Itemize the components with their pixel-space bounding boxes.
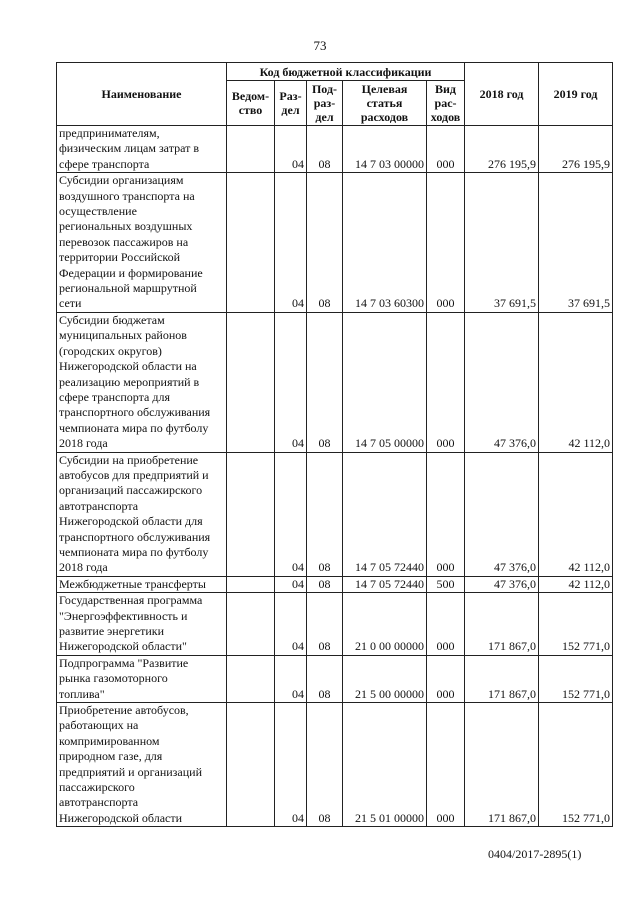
cell-podrazdel: 08 [307, 576, 343, 592]
header-name: Наименование [57, 63, 227, 126]
cell-razdel: 04 [275, 593, 307, 656]
cell-tselevaya: 14 7 05 72440 [343, 452, 427, 576]
table-row [57, 126, 613, 173]
cell-vid: 000 [427, 452, 465, 576]
cell-razdel: 04 [275, 576, 307, 592]
cell-2019: 37 691,5 [539, 173, 613, 313]
cell-2019: 152 771,0 [539, 703, 613, 827]
cell-vedomstvo [227, 173, 275, 313]
cell-podrazdel: 08 [307, 593, 343, 656]
header-2019: 2019 год [539, 63, 613, 126]
cell-vedomstvo [227, 126, 275, 173]
cell-2019: 152 771,0 [539, 593, 613, 656]
cell-name: Межбюджетные трансферты [57, 576, 227, 592]
cell-tselevaya: 14 7 03 00000 [343, 126, 427, 173]
cell-vedomstvo [227, 576, 275, 592]
cell-2018: 171 867,0 [465, 703, 539, 827]
cell-name: Подпрограмма "Развитие рынка газомоторного топлива" [57, 655, 227, 702]
table-row [57, 452, 613, 576]
cell-name: предпринимателям, физическим лицам затрат в сфере транспорта [57, 126, 227, 173]
cell-razdel: 04 [275, 452, 307, 576]
header-2018: 2018 год [465, 63, 539, 126]
document-code: 0404/2017-2895(1) [488, 847, 582, 861]
cell-2019: 42 112,0 [539, 576, 613, 592]
cell-2019: 152 771,0 [539, 655, 613, 702]
cell-2018: 47 376,0 [465, 452, 539, 576]
cell-tselevaya: 21 5 01 00000 [343, 703, 427, 827]
table-body [57, 126, 613, 827]
cell-vid: 000 [427, 655, 465, 702]
cell-tselevaya: 21 5 00 00000 [343, 655, 427, 702]
cell-vedomstvo [227, 452, 275, 576]
cell-vedomstvo [227, 703, 275, 827]
cell-name: Субсидии бюджетам муниципальных районов (городских округов) Нижегородской области на реализацию мероприятий в сфере транспорта для транспортного обслуживания чемпионата мира по футболу 2018 года [57, 312, 227, 452]
table-header [57, 63, 613, 126]
cell-vid: 000 [427, 593, 465, 656]
table-row [57, 576, 613, 592]
cell-razdel: 04 [275, 312, 307, 452]
cell-vid: 000 [427, 126, 465, 173]
cell-podrazdel: 08 [307, 452, 343, 576]
header-razdel: Раз- дел [275, 81, 307, 126]
cell-podrazdel: 08 [307, 703, 343, 827]
cell-vid: 000 [427, 703, 465, 827]
cell-2019: 42 112,0 [539, 452, 613, 576]
cell-tselevaya: 14 7 05 72440 [343, 576, 427, 592]
budget-table [56, 62, 613, 827]
cell-2018: 171 867,0 [465, 655, 539, 702]
cell-vedomstvo [227, 312, 275, 452]
cell-razdel: 04 [275, 703, 307, 827]
header-vedomstvo: Ведом- ство [227, 81, 275, 126]
header-vid: Вид рас- ходов [427, 81, 465, 126]
table-row [57, 593, 613, 656]
cell-name: Государственная программа "Энергоэффективность и развитие энергетики Нижегородской области" [57, 593, 227, 656]
cell-name: Приобретение автобусов, работающих на компримированном природном газе, для предприятий и организаций пассажирского автотранспорта Нижегородской области [57, 703, 227, 827]
cell-tselevaya: 21 0 00 00000 [343, 593, 427, 656]
header-tselevaya: Целевая статья расходов [343, 81, 427, 126]
cell-2019: 276 195,9 [539, 126, 613, 173]
cell-tselevaya: 14 7 05 00000 [343, 312, 427, 452]
cell-podrazdel: 08 [307, 173, 343, 313]
cell-2018: 171 867,0 [465, 593, 539, 656]
cell-2018: 276 195,9 [465, 126, 539, 173]
cell-vid: 000 [427, 173, 465, 313]
table-row [57, 312, 613, 452]
cell-podrazdel: 08 [307, 126, 343, 173]
cell-vedomstvo [227, 593, 275, 656]
cell-vid: 000 [427, 312, 465, 452]
cell-2018: 47 376,0 [465, 576, 539, 592]
cell-2018: 47 376,0 [465, 312, 539, 452]
cell-2019: 42 112,0 [539, 312, 613, 452]
table-row [57, 655, 613, 702]
table-row [57, 173, 613, 313]
table-row [57, 703, 613, 827]
cell-2018: 37 691,5 [465, 173, 539, 313]
cell-vid: 500 [427, 576, 465, 592]
header-podrazdel: Под- раз- дел [307, 81, 343, 126]
cell-vedomstvo [227, 655, 275, 702]
cell-podrazdel: 08 [307, 655, 343, 702]
cell-tselevaya: 14 7 03 60300 [343, 173, 427, 313]
cell-razdel: 04 [275, 655, 307, 702]
cell-name: Субсидии на приобретение автобусов для предприятий и организаций пассажирского автотранспорта Нижегородской области для транспортного обслуживания чемпионата мира по футболу 2018 года [57, 452, 227, 576]
cell-podrazdel: 08 [307, 312, 343, 452]
header-group-classification: Код бюджетной классификации [227, 63, 465, 81]
cell-razdel: 04 [275, 126, 307, 173]
cell-name: Субсидии организациям воздушного транспорта на осуществление региональных воздушных перевозок пассажиров на территории Российской Федерации и формирование региональной маршрутной сети [57, 173, 227, 313]
page-number: 73 [313, 38, 327, 53]
cell-razdel: 04 [275, 173, 307, 313]
